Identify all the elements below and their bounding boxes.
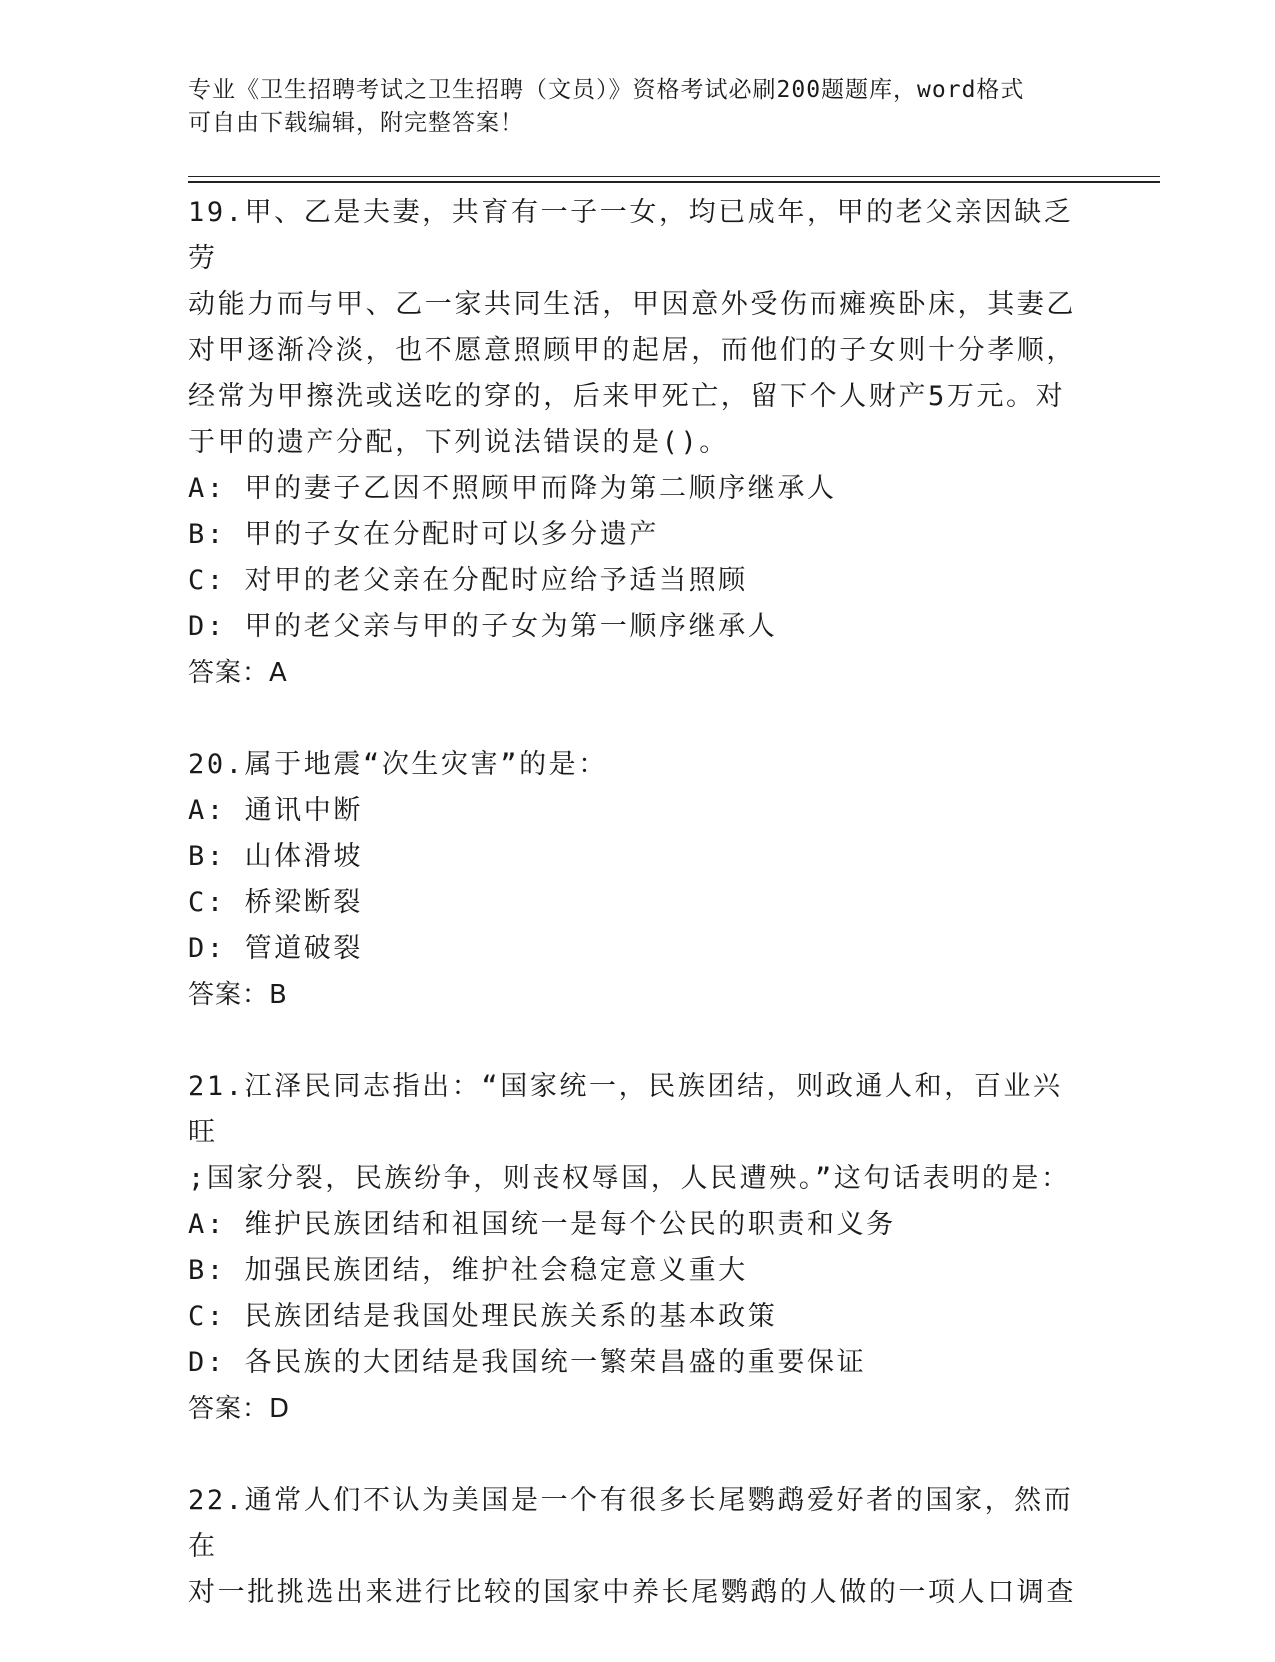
option-key: C: [188, 565, 226, 596]
header-line-2: 可自由下载编辑，附完整答案！ [188, 110, 524, 136]
option-c [188, 1294, 1078, 1340]
option-d [188, 926, 1078, 972]
option-text: 对甲的老父亲在分配时应给予适当照顾 [244, 565, 748, 596]
option-key: D: [188, 933, 226, 964]
option-c [188, 880, 1078, 926]
option-text: 加强民族团结，维护社会稳定意义重大 [244, 1255, 748, 1286]
option-key: B: [188, 841, 226, 872]
option-d [188, 604, 1078, 650]
question-text-line: 动能力而与甲、乙一家共同生活，甲因意外受伤而瘫痪卧床，其妻乙 [188, 289, 1076, 320]
question-21 [188, 1064, 1078, 1432]
option-text: 甲的妻子乙因不照顾甲而降为第二顺序继承人 [244, 473, 837, 504]
option-key: C: [188, 1301, 226, 1332]
option-b [188, 1248, 1078, 1294]
option-a [188, 1202, 1078, 1248]
answer-line: 答案：A [188, 658, 288, 688]
answer-line: 答案：B [188, 980, 288, 1010]
question-text-line: 19.甲、乙是夫妻，共育有一子一女，均已成年，甲的老父亲因缺乏劳 [188, 197, 1074, 274]
question-text-line: 22.通常人们不认为美国是一个有很多长尾鹦鹉爱好者的国家，然而在 [188, 1485, 1074, 1562]
option-text: 桥梁断裂 [244, 887, 363, 918]
question-19 [188, 190, 1078, 696]
option-key: A: [188, 473, 226, 504]
document-header [188, 74, 1068, 140]
option-text: 管道破裂 [244, 933, 363, 964]
question-text-line: 于甲的遗产分配，下列说法错误的是()。 [188, 427, 729, 458]
question-text-line: ;国家分裂，民族纷争，则丧权辱国，人民遭殃。”这句话表明的是： [188, 1163, 1071, 1194]
option-key: B: [188, 519, 226, 550]
option-key: B: [188, 1255, 226, 1286]
option-text: 山体滑坡 [244, 841, 363, 872]
option-text: 甲的子女在分配时可以多分遗产 [244, 519, 659, 550]
option-key: C: [188, 887, 226, 918]
header-divider-thick [188, 181, 1160, 183]
option-key: D: [188, 1347, 226, 1378]
question-text-line: 对一批挑选出来进行比较的国家中养长尾鹦鹉的人做的一项人口调查 [188, 1577, 1076, 1608]
question-20 [188, 742, 1078, 1018]
answer-line: 答案：D [188, 1394, 291, 1424]
question-text-line: 经常为甲擦洗或送吃的穿的，后来甲死亡，留下个人财产5万元。对 [188, 381, 1066, 412]
question-text-line: 对甲逐渐冷淡，也不愿意照顾甲的起居，而他们的子女则十分孝顺， [188, 335, 1076, 366]
option-text: 通讯中断 [244, 795, 363, 826]
option-text: 甲的老父亲与甲的子女为第一顺序继承人 [244, 611, 778, 642]
option-a [188, 788, 1078, 834]
question-text-line: 20.属于地震“次生灾害”的是： [188, 749, 608, 780]
option-b [188, 834, 1078, 880]
header-divider-thin [188, 176, 1160, 177]
option-text: 民族团结是我国处理民族关系的基本政策 [244, 1301, 778, 1332]
option-text: 各民族的大团结是我国统一繁荣昌盛的重要保证 [244, 1347, 867, 1378]
option-b [188, 512, 1078, 558]
option-key: A: [188, 1209, 226, 1240]
option-text: 维护民族团结和祖国统一是每个公民的职责和义务 [244, 1209, 896, 1240]
question-22 [188, 1478, 1078, 1616]
header-line-1: 专业《卫生招聘考试之卫生招聘（文员）》资格考试必刷200题题库，word格式 [188, 77, 1025, 103]
question-list [188, 190, 1078, 1662]
option-c [188, 558, 1078, 604]
option-key: D: [188, 611, 226, 642]
question-text-line: 21.江泽民同志指出：“国家统一，民族团结，则政通人和，百业兴旺 [188, 1071, 1063, 1148]
option-a [188, 466, 1078, 512]
option-key: A: [188, 795, 226, 826]
option-d [188, 1340, 1078, 1386]
